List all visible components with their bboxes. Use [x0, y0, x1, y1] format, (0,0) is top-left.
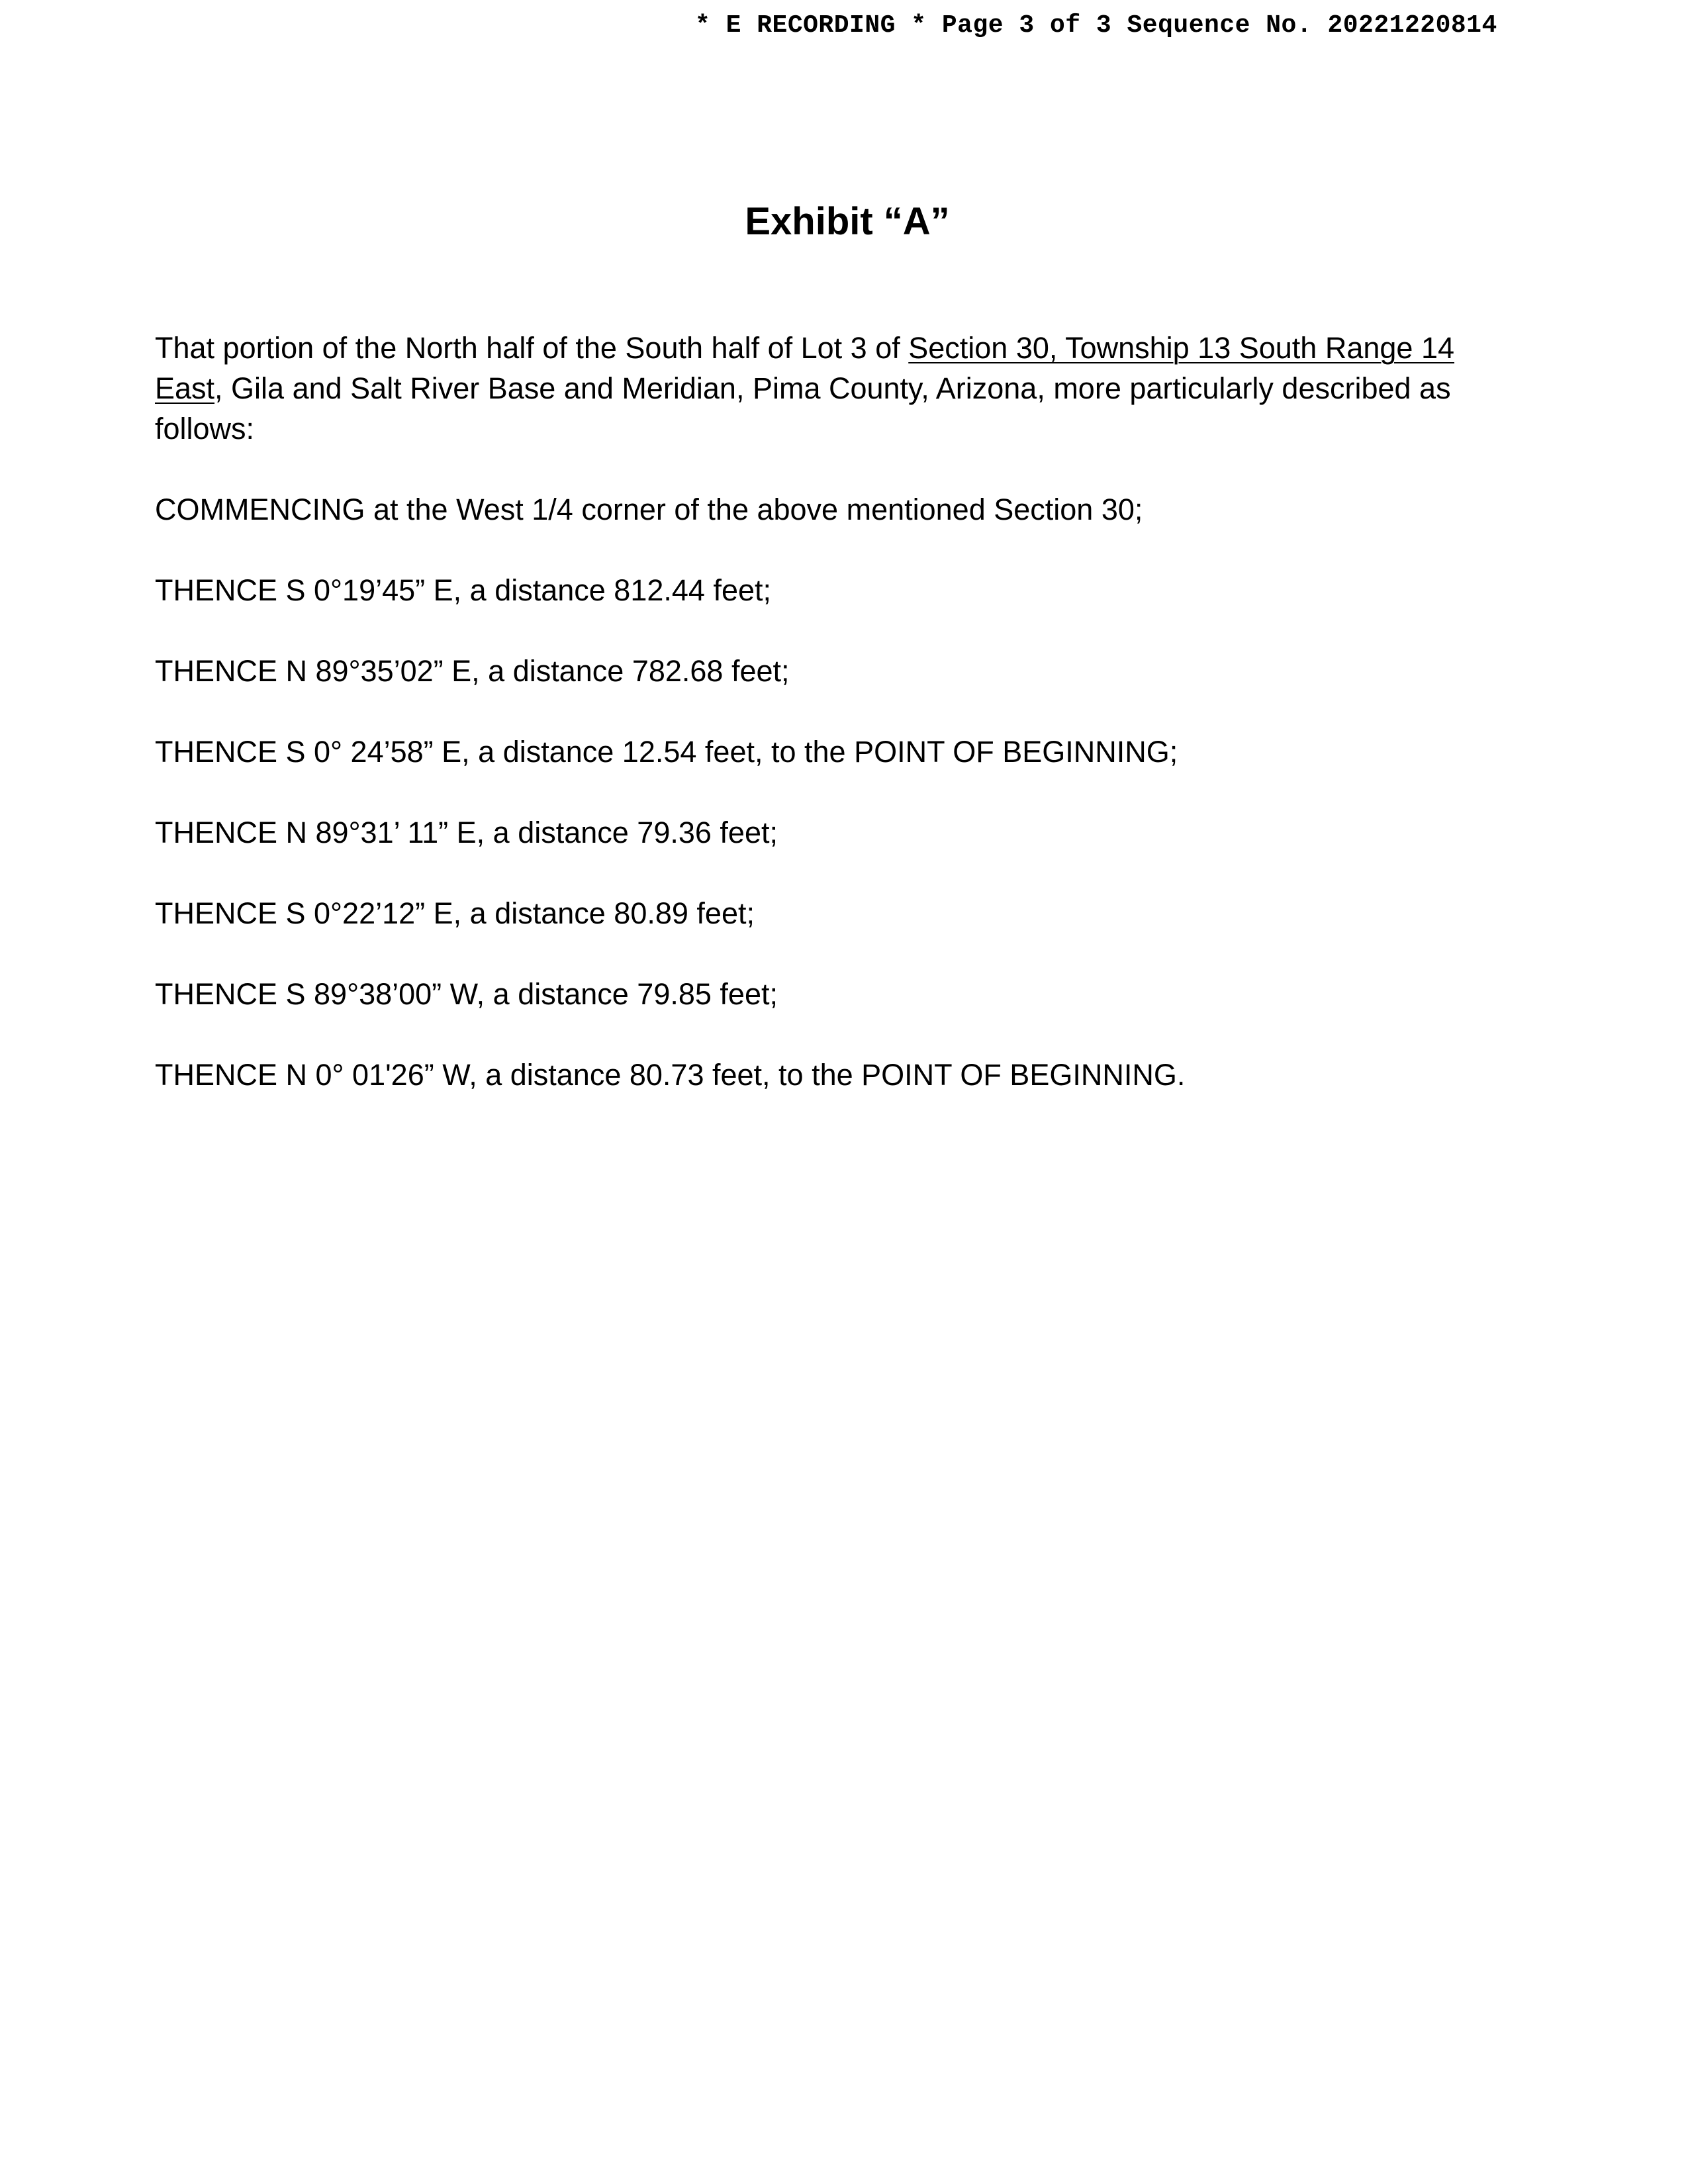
thence-call: THENCE S 0°19’45” E, a distance 812.44 feet;	[155, 573, 772, 607]
intro-text-start: That portion of the North half of the South half of Lot 3 of	[155, 331, 909, 365]
legal-description	[155, 328, 1505, 1135]
thence-call: THENCE S 89°38’00” W, a distance 79.85 feet;	[155, 977, 778, 1011]
thence-call: THENCE S 0°22’12” E, a distance 80.89 feet;	[155, 896, 755, 930]
recording-header: * E RECORDING * Page 3 of 3 Sequence No. 20221220814	[695, 11, 1497, 40]
intro-text-end: , Gila and Salt River Base and Meridian, Pima County, Arizona, more particularly described as follows:	[155, 371, 1451, 446]
thence-call: THENCE N 89°35’02” E, a distance 782.68 feet;	[155, 654, 790, 688]
thence-call: THENCE S 0° 24’58” E, a distance 12.54 feet, to the POINT OF BEGINNING;	[155, 735, 1178, 769]
intro-paragraph	[155, 328, 1505, 449]
exhibit-title: Exhibit “A”	[745, 200, 950, 243]
thence-call: THENCE N 0° 01'26” W, a distance 80.73 feet, to the POINT OF BEGINNING.	[155, 1058, 1186, 1092]
commencing-call: COMMENCING at the West 1/4 corner of the above mentioned Section 30;	[155, 493, 1143, 526]
section-reference: Section 30, Township 13 South Range 14 East	[155, 331, 1454, 405]
thence-call: THENCE N 89°31’ 11” E, a distance 79.36 feet;	[155, 816, 778, 849]
